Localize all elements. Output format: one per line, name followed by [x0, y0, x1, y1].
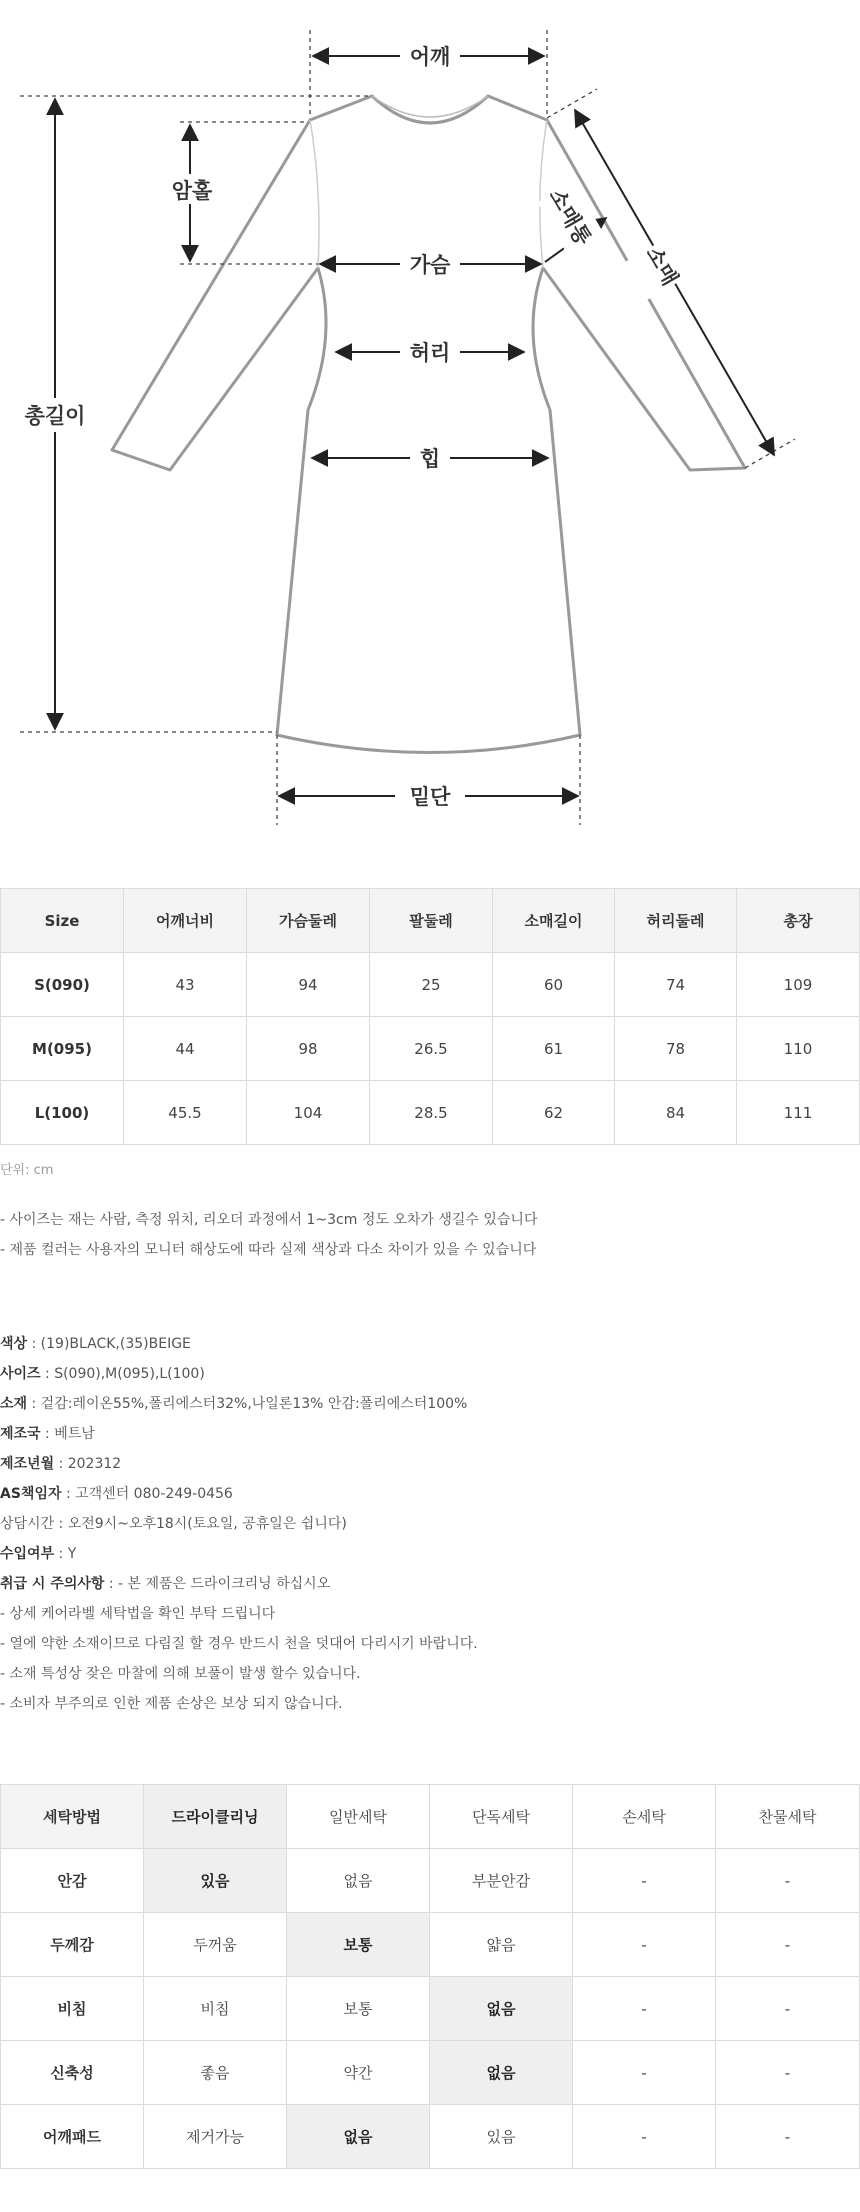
neckline — [372, 96, 488, 117]
care-table-row — [1, 1977, 860, 2041]
size-value-cell: 28.5 — [370, 1081, 493, 1145]
info-key: 제조국 — [0, 1426, 41, 1442]
care-option-cell: 없음 — [430, 1977, 573, 2041]
info-value: : S(090),M(095),L(100) — [40, 1366, 205, 1382]
care-option-cell: 보통 — [287, 1913, 430, 1977]
care-option-cell: - — [573, 1913, 716, 1977]
care-option-cell: 단독세탁 — [430, 1785, 573, 1849]
care-table-row — [1, 1913, 860, 1977]
armhole-seam-right — [540, 120, 547, 268]
info-key: 수입여부 — [0, 1546, 55, 1562]
info-key: 색상 — [0, 1336, 28, 1352]
care-option-cell: - — [573, 1849, 716, 1913]
care-table-header — [1, 1785, 860, 1849]
care-label-cell: 어깨패드 — [1, 2105, 144, 2169]
care-option-cell: - — [716, 1977, 860, 2041]
info-key: 사이즈 — [0, 1366, 41, 1382]
care-option-cell: - — [716, 2105, 860, 2169]
care-option-cell: 없음 — [430, 2041, 573, 2105]
hem-label: 밑단 — [409, 785, 451, 809]
size-value-cell: 60 — [493, 953, 615, 1017]
care-option-cell: 없음 — [287, 1849, 430, 1913]
guide-lines — [20, 30, 795, 825]
info-line — [0, 1479, 478, 1509]
measurement-diagram — [0, 0, 860, 840]
size-name-cell: L(100) — [1, 1081, 124, 1145]
size-value-cell: 45.5 — [124, 1081, 247, 1145]
size-table — [0, 888, 860, 1145]
sleeve-label: 소매 — [641, 242, 683, 290]
care-option-cell: 없음 — [287, 2105, 430, 2169]
care-option-cell: - — [573, 1977, 716, 2041]
size-header-cell: 허리둘레 — [615, 889, 737, 953]
info-line — [0, 1419, 478, 1449]
size-table-row — [1, 1081, 860, 1145]
info-line — [0, 1329, 478, 1359]
care-option-cell: 제거가능 — [144, 2105, 287, 2169]
care-table-row — [1, 1849, 860, 1913]
info-line — [0, 1389, 478, 1419]
care-option-cell: 보통 — [287, 1977, 430, 2041]
size-value-cell: 26.5 — [370, 1017, 493, 1081]
size-table-row — [1, 953, 860, 1017]
info-value: : 202312 — [54, 1456, 122, 1472]
care-option-cell: 찬물세탁 — [716, 1785, 860, 1849]
info-line — [0, 1569, 478, 1599]
size-table-header — [1, 889, 860, 953]
hip-label: 힙 — [419, 447, 441, 471]
info-key: AS책임자 — [0, 1486, 62, 1502]
waist-label: 허리 — [409, 341, 451, 365]
unit-note: 단위: cm — [0, 1163, 54, 1178]
sleeve-width-label: 소매통 — [544, 184, 596, 250]
size-header-cell: Size — [1, 889, 124, 953]
size-value-cell: 74 — [615, 953, 737, 1017]
shoulder-label: 어깨 — [409, 45, 451, 69]
armhole-label: 암홀 — [171, 179, 213, 203]
care-option-cell: - — [716, 1849, 860, 1913]
size-value-cell: 62 — [493, 1081, 615, 1145]
care-option-cell: 있음 — [430, 2105, 573, 2169]
info-line — [0, 1629, 478, 1659]
size-value-cell: 25 — [370, 953, 493, 1017]
size-header-cell: 총장 — [737, 889, 860, 953]
product-info — [0, 1329, 478, 1719]
note-line: - 제품 컬러는 사용자의 모니터 해상도에 따라 실제 색상과 다소 차이가 있을 수 있습니다 — [0, 1242, 537, 1258]
size-name-cell: M(095) — [1, 1017, 124, 1081]
info-line — [0, 1509, 478, 1539]
chest-label: 가슴 — [409, 253, 451, 277]
info-line — [0, 1449, 478, 1479]
care-table-row — [1, 2105, 860, 2169]
info-key: 제조년월 — [0, 1456, 55, 1472]
care-option-cell: 두꺼움 — [144, 1913, 287, 1977]
info-line — [0, 1359, 478, 1389]
care-table-row — [1, 2041, 860, 2105]
size-header-cell: 가슴둘레 — [247, 889, 370, 953]
care-option-cell: 있음 — [144, 1849, 287, 1913]
info-line — [0, 1539, 478, 1569]
care-option-cell: 부분안감 — [430, 1849, 573, 1913]
info-value: : 고객센터 080-249-0456 — [61, 1486, 233, 1502]
size-value-cell: 84 — [615, 1081, 737, 1145]
care-option-cell: 드라이클리닝 — [144, 1785, 287, 1849]
care-option-cell: - — [573, 2105, 716, 2169]
info-value: - 소비자 부주의로 인한 제품 손상은 보상 되지 않습니다. — [0, 1696, 343, 1712]
care-option-cell: 약간 — [287, 2041, 430, 2105]
care-label-cell: 세탁방법 — [1, 1785, 144, 1849]
info-key: 취급 시 주의사항 — [0, 1576, 105, 1592]
care-option-cell: - — [716, 2041, 860, 2105]
care-label-cell: 안감 — [1, 1849, 144, 1913]
care-label-cell: 신축성 — [1, 2041, 144, 2105]
info-value: - 소재 특성상 잦은 마찰에 의해 보풀이 발생 할수 있습니다. — [0, 1666, 361, 1682]
care-option-cell: 좋음 — [144, 2041, 287, 2105]
info-value: : 겉감:레이온55%,폴리에스터32%,나일론13% 안감:폴리에스터100% — [27, 1396, 468, 1412]
info-value: : 베트남 — [40, 1426, 95, 1442]
care-option-cell: 비침 — [144, 1977, 287, 2041]
info-value: - 상세 케어라벨 세탁법을 확인 부탁 드립니다 — [0, 1606, 276, 1622]
care-table — [0, 1784, 860, 2169]
size-value-cell: 109 — [737, 953, 860, 1017]
size-table-row — [1, 1017, 860, 1081]
info-line — [0, 1659, 478, 1689]
care-label-cell: 비침 — [1, 1977, 144, 2041]
size-value-cell: 111 — [737, 1081, 860, 1145]
care-option-cell: - — [716, 1913, 860, 1977]
size-name-cell: S(090) — [1, 953, 124, 1017]
size-value-cell: 94 — [247, 953, 370, 1017]
care-label-cell: 두께감 — [1, 1913, 144, 1977]
info-line — [0, 1689, 478, 1719]
info-value: 상담시간 : 오전9시~오후18시(토요일, 공휴일은 쉽니다) — [0, 1516, 347, 1532]
size-value-cell: 104 — [247, 1081, 370, 1145]
care-option-cell: 얇음 — [430, 1913, 573, 1977]
care-option-cell: 손세탁 — [573, 1785, 716, 1849]
info-line — [0, 1599, 478, 1629]
size-header-cell: 소매길이 — [493, 889, 615, 953]
armhole-seam-left — [310, 120, 319, 268]
size-notes — [0, 1205, 537, 1265]
size-value-cell: 110 — [737, 1017, 860, 1081]
size-value-cell: 61 — [493, 1017, 615, 1081]
size-value-cell: 78 — [615, 1017, 737, 1081]
info-value: - 열에 약한 소재이므로 다림질 할 경우 반드시 천을 덧대어 다리시기 바랍니다. — [0, 1636, 478, 1652]
size-value-cell: 43 — [124, 953, 247, 1017]
info-key: 소재 — [0, 1396, 28, 1412]
total-length-label: 총길이 — [24, 404, 86, 428]
info-value: : (19)BLACK,(35)BEIGE — [27, 1336, 191, 1352]
care-option-cell: 일반세탁 — [287, 1785, 430, 1849]
size-header-cell: 팔둘레 — [370, 889, 493, 953]
info-value: : - 본 제품은 드라이크리닝 하십시오 — [104, 1576, 331, 1592]
size-header-cell: 어깨너비 — [124, 889, 247, 953]
size-value-cell: 44 — [124, 1017, 247, 1081]
note-line: - 사이즈는 재는 사람, 측정 위치, 리오더 과정에서 1~3cm 정도 오차가 생길수 있습니다 — [0, 1212, 538, 1228]
info-value: : Y — [54, 1546, 77, 1562]
care-option-cell: - — [573, 2041, 716, 2105]
size-value-cell: 98 — [247, 1017, 370, 1081]
